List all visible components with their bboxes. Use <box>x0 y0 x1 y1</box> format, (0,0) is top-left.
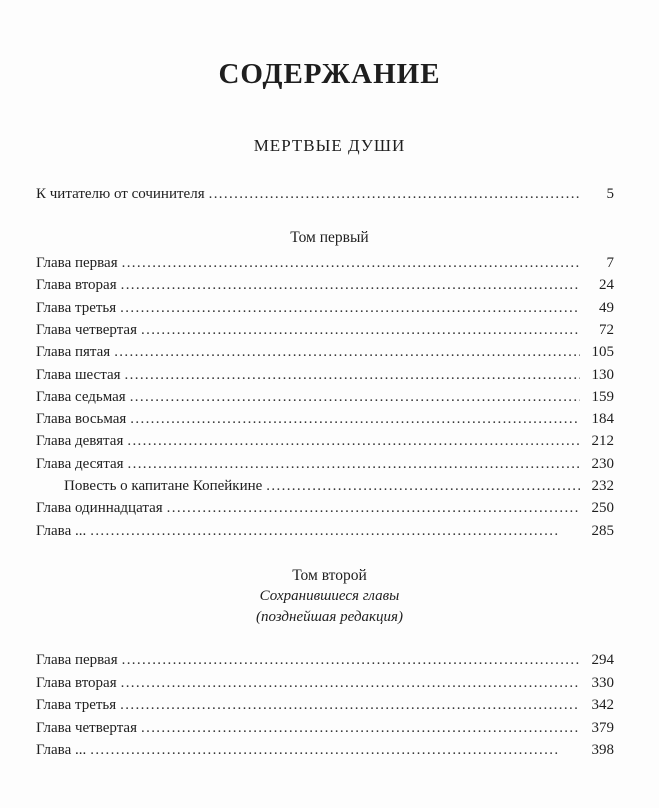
leader-dots <box>114 342 580 362</box>
toc-entry[interactable] <box>36 740 614 760</box>
toc-entry[interactable] <box>36 253 614 273</box>
leader-dots <box>128 454 581 474</box>
entry-label: Глава четвертая <box>36 321 137 338</box>
entry-page: 159 <box>591 388 614 405</box>
toc-entry[interactable] <box>36 298 614 318</box>
volume-1-heading: Том первый <box>290 229 369 246</box>
leader-dots <box>130 387 580 407</box>
entry-page: 294 <box>591 652 614 668</box>
toc-entry[interactable] <box>36 387 614 407</box>
leader-dots <box>122 253 580 273</box>
entry-label: Глава одиннадцатая <box>36 500 163 517</box>
leader-dots <box>167 498 580 518</box>
entry-page: 49 <box>599 299 614 316</box>
toc-entry[interactable] <box>36 476 614 496</box>
leader-dots <box>125 365 580 385</box>
entry-label: Глава четвертая <box>36 719 137 736</box>
leader-dots <box>127 431 580 451</box>
entry-page: 5 <box>606 186 614 202</box>
entry-label: Глава вторая <box>36 674 117 691</box>
toc-entry[interactable] <box>36 275 614 295</box>
toc-entry[interactable] <box>36 521 614 541</box>
entry-label: Глава третья <box>36 299 117 316</box>
leader-dots <box>121 673 580 693</box>
entry-label: Глава шестая <box>36 366 121 383</box>
leader-dots <box>121 275 580 295</box>
leader-dots <box>90 521 580 541</box>
entry-page: 130 <box>591 366 614 383</box>
leader-dots <box>130 409 580 429</box>
entry-label: Повесть о капитане Копейкине <box>64 478 263 494</box>
toc-entry[interactable] <box>36 718 614 738</box>
entry-label: К читателю от сочинителя <box>36 186 205 202</box>
entry-page: 212 <box>591 433 614 450</box>
entry-page: 330 <box>591 674 614 691</box>
toc-entry[interactable] <box>36 342 614 362</box>
leader-dots <box>90 740 580 760</box>
leader-dots <box>120 695 580 715</box>
page-title: СОДЕРЖАНИЕ <box>218 58 441 90</box>
volume-2-subheading: Сохранившиеся главы <box>259 588 400 604</box>
entry-page: 379 <box>591 719 614 736</box>
leader-dots <box>266 476 580 496</box>
leader-dots <box>120 298 580 318</box>
entry-page: 398 <box>591 742 614 759</box>
toc-entry[interactable] <box>36 650 614 670</box>
leader-dots <box>141 718 580 738</box>
entry-page: 184 <box>591 411 614 428</box>
entry-page: 232 <box>591 478 614 494</box>
entry-label: Глава десятая <box>36 455 124 472</box>
entry-label: Глава первая <box>36 255 118 271</box>
leader-dots <box>141 320 580 340</box>
volume-2-heading: Том второй <box>292 567 367 584</box>
entry-label: Глава восьмая <box>36 411 127 428</box>
toc-entry[interactable] <box>36 320 614 340</box>
leader-dots <box>122 650 580 670</box>
entry-page: 72 <box>599 321 614 338</box>
toc-entry[interactable] <box>36 365 614 385</box>
entry-page: 285 <box>591 522 614 539</box>
entry-page: 24 <box>599 277 614 294</box>
toc-entry[interactable] <box>36 673 614 693</box>
entry-label: Глава первая <box>36 652 118 668</box>
entry-label: Глава пятая <box>36 344 111 361</box>
entry-label: Глава ... <box>36 742 87 759</box>
toc-entry[interactable] <box>36 431 614 451</box>
entry-page: 250 <box>591 500 614 517</box>
entry-page: 230 <box>591 455 614 472</box>
entry-page: 105 <box>591 344 614 361</box>
toc-entry[interactable] <box>36 454 614 474</box>
entry-label: Глава третья <box>36 697 117 714</box>
toc-entry[interactable] <box>36 498 614 518</box>
toc-entry[interactable] <box>36 695 614 715</box>
leader-dots <box>209 184 580 204</box>
entry-page: 7 <box>606 255 614 271</box>
volume-2-note: (позднейшая редакция) <box>255 609 404 625</box>
book-title: МЕРТВЫЕ ДУШИ <box>253 136 406 155</box>
entry-label: Глава вторая <box>36 277 117 294</box>
entry-label: Глава девятая <box>36 433 124 450</box>
entry-label: Глава ... <box>36 522 87 539</box>
entry-page: 342 <box>591 697 614 714</box>
toc-entry-intro[interactable] <box>36 184 614 204</box>
entry-label: Глава седьмая <box>36 388 126 405</box>
toc-entry[interactable] <box>36 409 614 429</box>
